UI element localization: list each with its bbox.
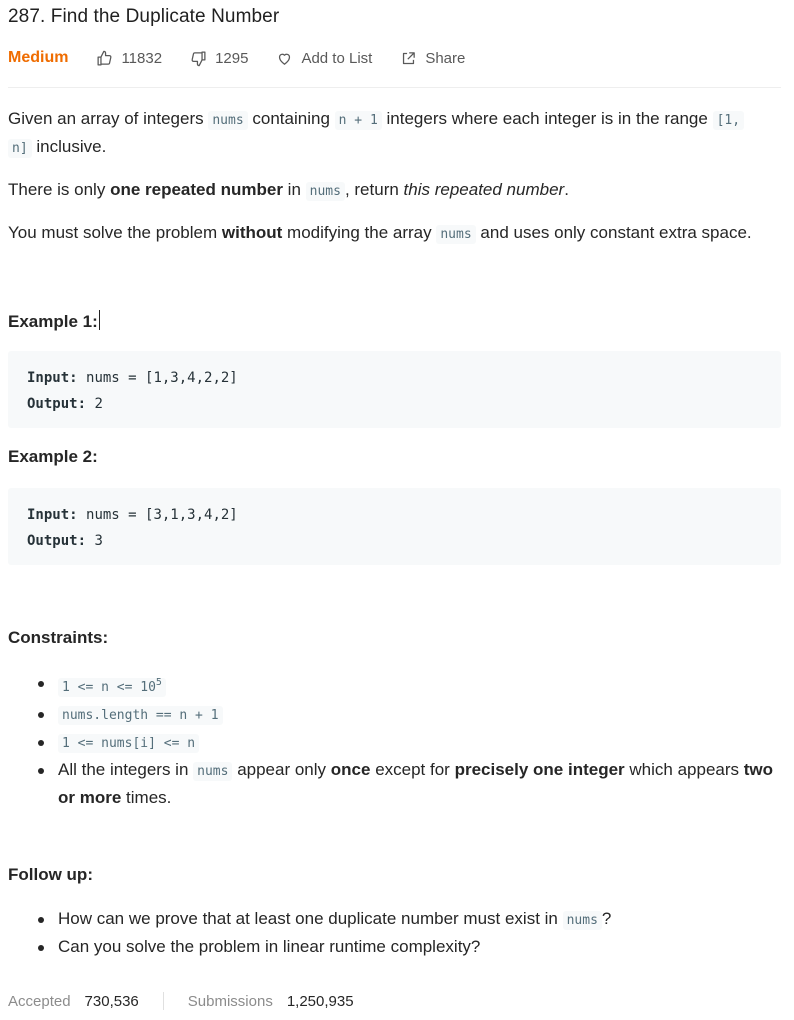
bold-text: precisely one integer <box>454 760 625 779</box>
list-item <box>58 670 784 701</box>
text: How can we prove that at least one duplicate number must exist in <box>58 909 558 928</box>
thumbs-down-icon <box>190 50 207 67</box>
example-2-heading: Example 2: <box>8 447 98 466</box>
input-label: Input: <box>27 370 78 386</box>
inline-code: nums.length == n + 1 <box>58 706 223 725</box>
input-value: nums = [1,3,4,2,2] <box>86 370 238 386</box>
follow-up-heading: Follow up: <box>8 865 93 884</box>
text: Can you solve the problem in linear runtime complexity? <box>58 937 481 956</box>
heart-icon <box>276 50 293 67</box>
inline-code: 1 <= nums[i] <= n <box>58 734 199 753</box>
description-paragraph-3 <box>8 220 752 248</box>
example-1-block <box>8 351 781 428</box>
text: You must solve the problem <box>8 223 218 242</box>
description-paragraph-1 <box>8 106 778 162</box>
output-label: Output: <box>27 396 87 412</box>
bold-text: two or more <box>58 760 774 807</box>
thumbs-up-icon <box>96 50 113 67</box>
share-label: Share <box>425 49 466 67</box>
bold-text: without <box>221 223 283 242</box>
follow-up-list <box>8 906 784 960</box>
inline-code: nums <box>193 762 232 781</box>
text: All the integers in <box>58 760 189 779</box>
text: Given an array of integers <box>8 109 204 128</box>
output-label: Output: <box>27 533 87 549</box>
dislike-button[interactable] <box>190 50 248 67</box>
text: ? <box>601 909 612 928</box>
text: times. <box>126 788 172 807</box>
list-item <box>58 701 784 729</box>
accepted-count: 730,536 <box>84 992 139 1010</box>
share-button[interactable] <box>400 50 465 67</box>
submission-stats <box>8 990 354 1012</box>
inline-code: nums <box>208 111 247 130</box>
inline-code: [1, <box>713 111 744 130</box>
inline-code: n + 1 <box>335 111 382 130</box>
add-to-list-label: Add to List <box>301 49 373 67</box>
example-1-heading: Example 1: <box>8 312 98 331</box>
bold-text: once <box>330 760 371 779</box>
difficulty-badge: Medium <box>8 49 69 66</box>
list-item <box>58 934 784 960</box>
inline-code: nums <box>436 225 475 244</box>
inline-code: nums <box>563 911 602 930</box>
text: and uses only constant extra space. <box>480 223 752 242</box>
inline-code: nums <box>306 182 345 201</box>
text: , return <box>344 180 399 199</box>
problem-meta-bar <box>8 46 493 70</box>
constraints-heading: Constraints: <box>8 628 109 647</box>
italic-text: this repeated number <box>403 180 565 199</box>
output-value: 3 <box>94 533 103 549</box>
accepted-label: Accepted <box>8 992 71 1010</box>
header-divider <box>8 87 781 88</box>
text: which appears <box>629 760 740 779</box>
text: in <box>287 180 301 199</box>
text: integers where each integer is in the range <box>386 109 708 128</box>
bold-text: one repeated number <box>110 180 283 199</box>
submissions-count: 1,250,935 <box>286 992 354 1010</box>
list-item <box>58 906 784 934</box>
text: containing <box>252 109 330 128</box>
text: There is only <box>8 180 106 199</box>
like-count: 11832 <box>121 49 163 67</box>
text: except for <box>375 760 450 779</box>
text: modifying the array <box>287 223 432 242</box>
text-cursor <box>99 310 100 330</box>
example-2-block <box>8 488 781 565</box>
submissions-label: Submissions <box>187 992 273 1010</box>
add-to-list-button[interactable] <box>276 50 372 67</box>
inline-code: n] <box>8 139 32 158</box>
like-button[interactable] <box>96 50 162 67</box>
stats-divider <box>163 992 164 1010</box>
output-value: 2 <box>94 396 103 412</box>
constraints-list <box>8 670 784 811</box>
input-label: Input: <box>27 507 78 523</box>
problem-title: 287. Find the Duplicate Number <box>8 6 280 27</box>
list-item <box>58 729 784 757</box>
list-item <box>58 757 784 811</box>
dislike-count: 1295 <box>215 49 249 67</box>
text: inclusive. <box>36 137 107 156</box>
text: . <box>564 180 569 199</box>
inline-code: $1 <= n <= 10^5$ <box>58 678 166 697</box>
text: appear only <box>237 760 327 779</box>
description-paragraph-2 <box>8 177 569 205</box>
input-value: nums = [3,1,3,4,2] <box>86 507 238 523</box>
share-icon <box>400 50 417 67</box>
